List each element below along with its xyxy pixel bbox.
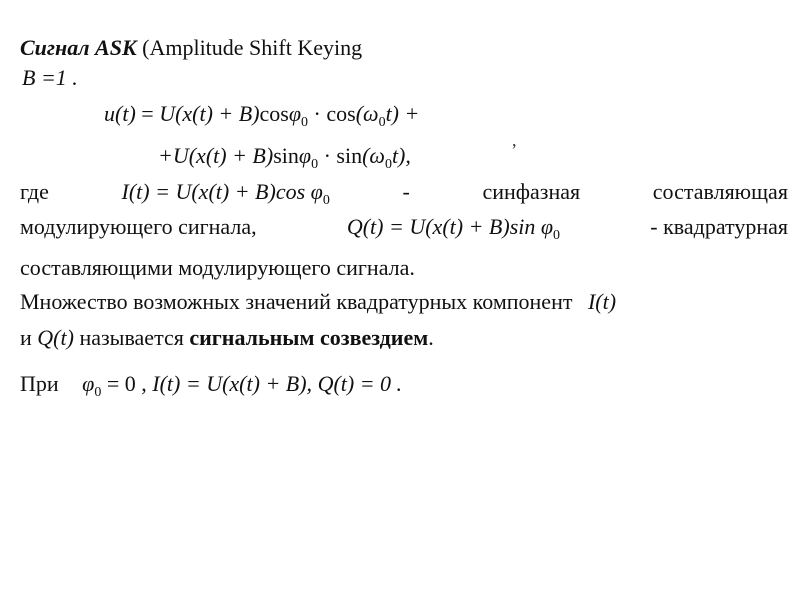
formula2-phi: φ [298,143,312,168]
formula1-cos2: cos [326,101,356,126]
para1-line2 [20,213,788,250]
formula1-arg-sub: 0 [378,115,386,130]
title-rest: (Amplitude Shift Keying [136,35,363,60]
stray-comma: , [512,130,517,150]
para3-eq0: = 0 , [106,371,147,396]
para1-line3: составляющими модулирующего сигнала. [20,255,415,280]
para2-line2 [20,324,434,352]
formula1-cos: cos [259,101,289,126]
para3-line [20,370,402,407]
para3-i-eq: I(t) = U(x(t) + B), [152,371,313,396]
formula1-phi: φ [288,101,302,126]
formula2-phi-sub: 0 [311,157,319,172]
para1-q-formula-wrap [347,213,560,250]
formula1-lhs: u(t) [104,101,136,126]
para2-q-t: Q(t) [37,325,74,350]
formula1-arg: (ω [355,101,379,126]
para1-line1 [20,178,788,215]
para2-called: называется [79,325,184,350]
para2-and: и [20,325,32,350]
formula1-part1: U(x(t) + B) [159,101,260,126]
condition-b-equals-1: B =1 . [22,65,78,90]
para2-end: . [428,325,434,350]
slide-title [20,34,362,62]
para1-i-formula-wrap [122,178,330,215]
formula2-lead: +U(x(t) + B) [158,143,274,168]
formula2-sin2: sin [336,143,363,168]
title-bold: Сигнал ASK [20,35,137,60]
para1-i-sub: 0 [322,193,330,208]
para2-text: Множество возможных значений квадратурных компонент [20,289,573,314]
para3-phi: φ [82,371,95,396]
para2-i-t: I(t) [587,289,617,314]
formula-line-1 [104,100,419,137]
para1-word1: синфазная [482,179,581,204]
formula1-eq: = [141,101,154,126]
formula2-arg-end: t), [391,143,411,168]
para1-line2-text: модулирующего сигнала, [20,214,257,239]
formula1-dot: · [313,101,321,126]
formula1-phi-sub: 0 [301,115,309,130]
para1-i-formula: I(t) = U(x(t) + B)cos φ [121,179,323,204]
para1-word2: составляющая [652,179,788,204]
formula2-dot: · [323,143,331,168]
formula1-arg-end: t) + [385,101,420,126]
para1-where: где [20,179,49,204]
para2-line1 [20,288,616,316]
formula2-arg-sub: 0 [384,157,392,172]
para1-line2-tail: - квадратурная [650,214,788,239]
formula-line-2 [158,142,411,179]
formula2-sin: sin [273,143,299,168]
para1-q-sub: 0 [553,228,561,243]
para3-q-eq: Q(t) = 0 . [317,371,403,396]
para2-term: сигнальным созвездием [189,325,429,350]
para3-phi-sub: 0 [94,385,102,400]
para3-when: При [20,371,59,396]
para1-dash: - [402,179,410,204]
formula2-arg: (ω [362,143,385,168]
para1-q-formula: Q(t) = U(x(t) + B)sin φ [346,214,554,239]
